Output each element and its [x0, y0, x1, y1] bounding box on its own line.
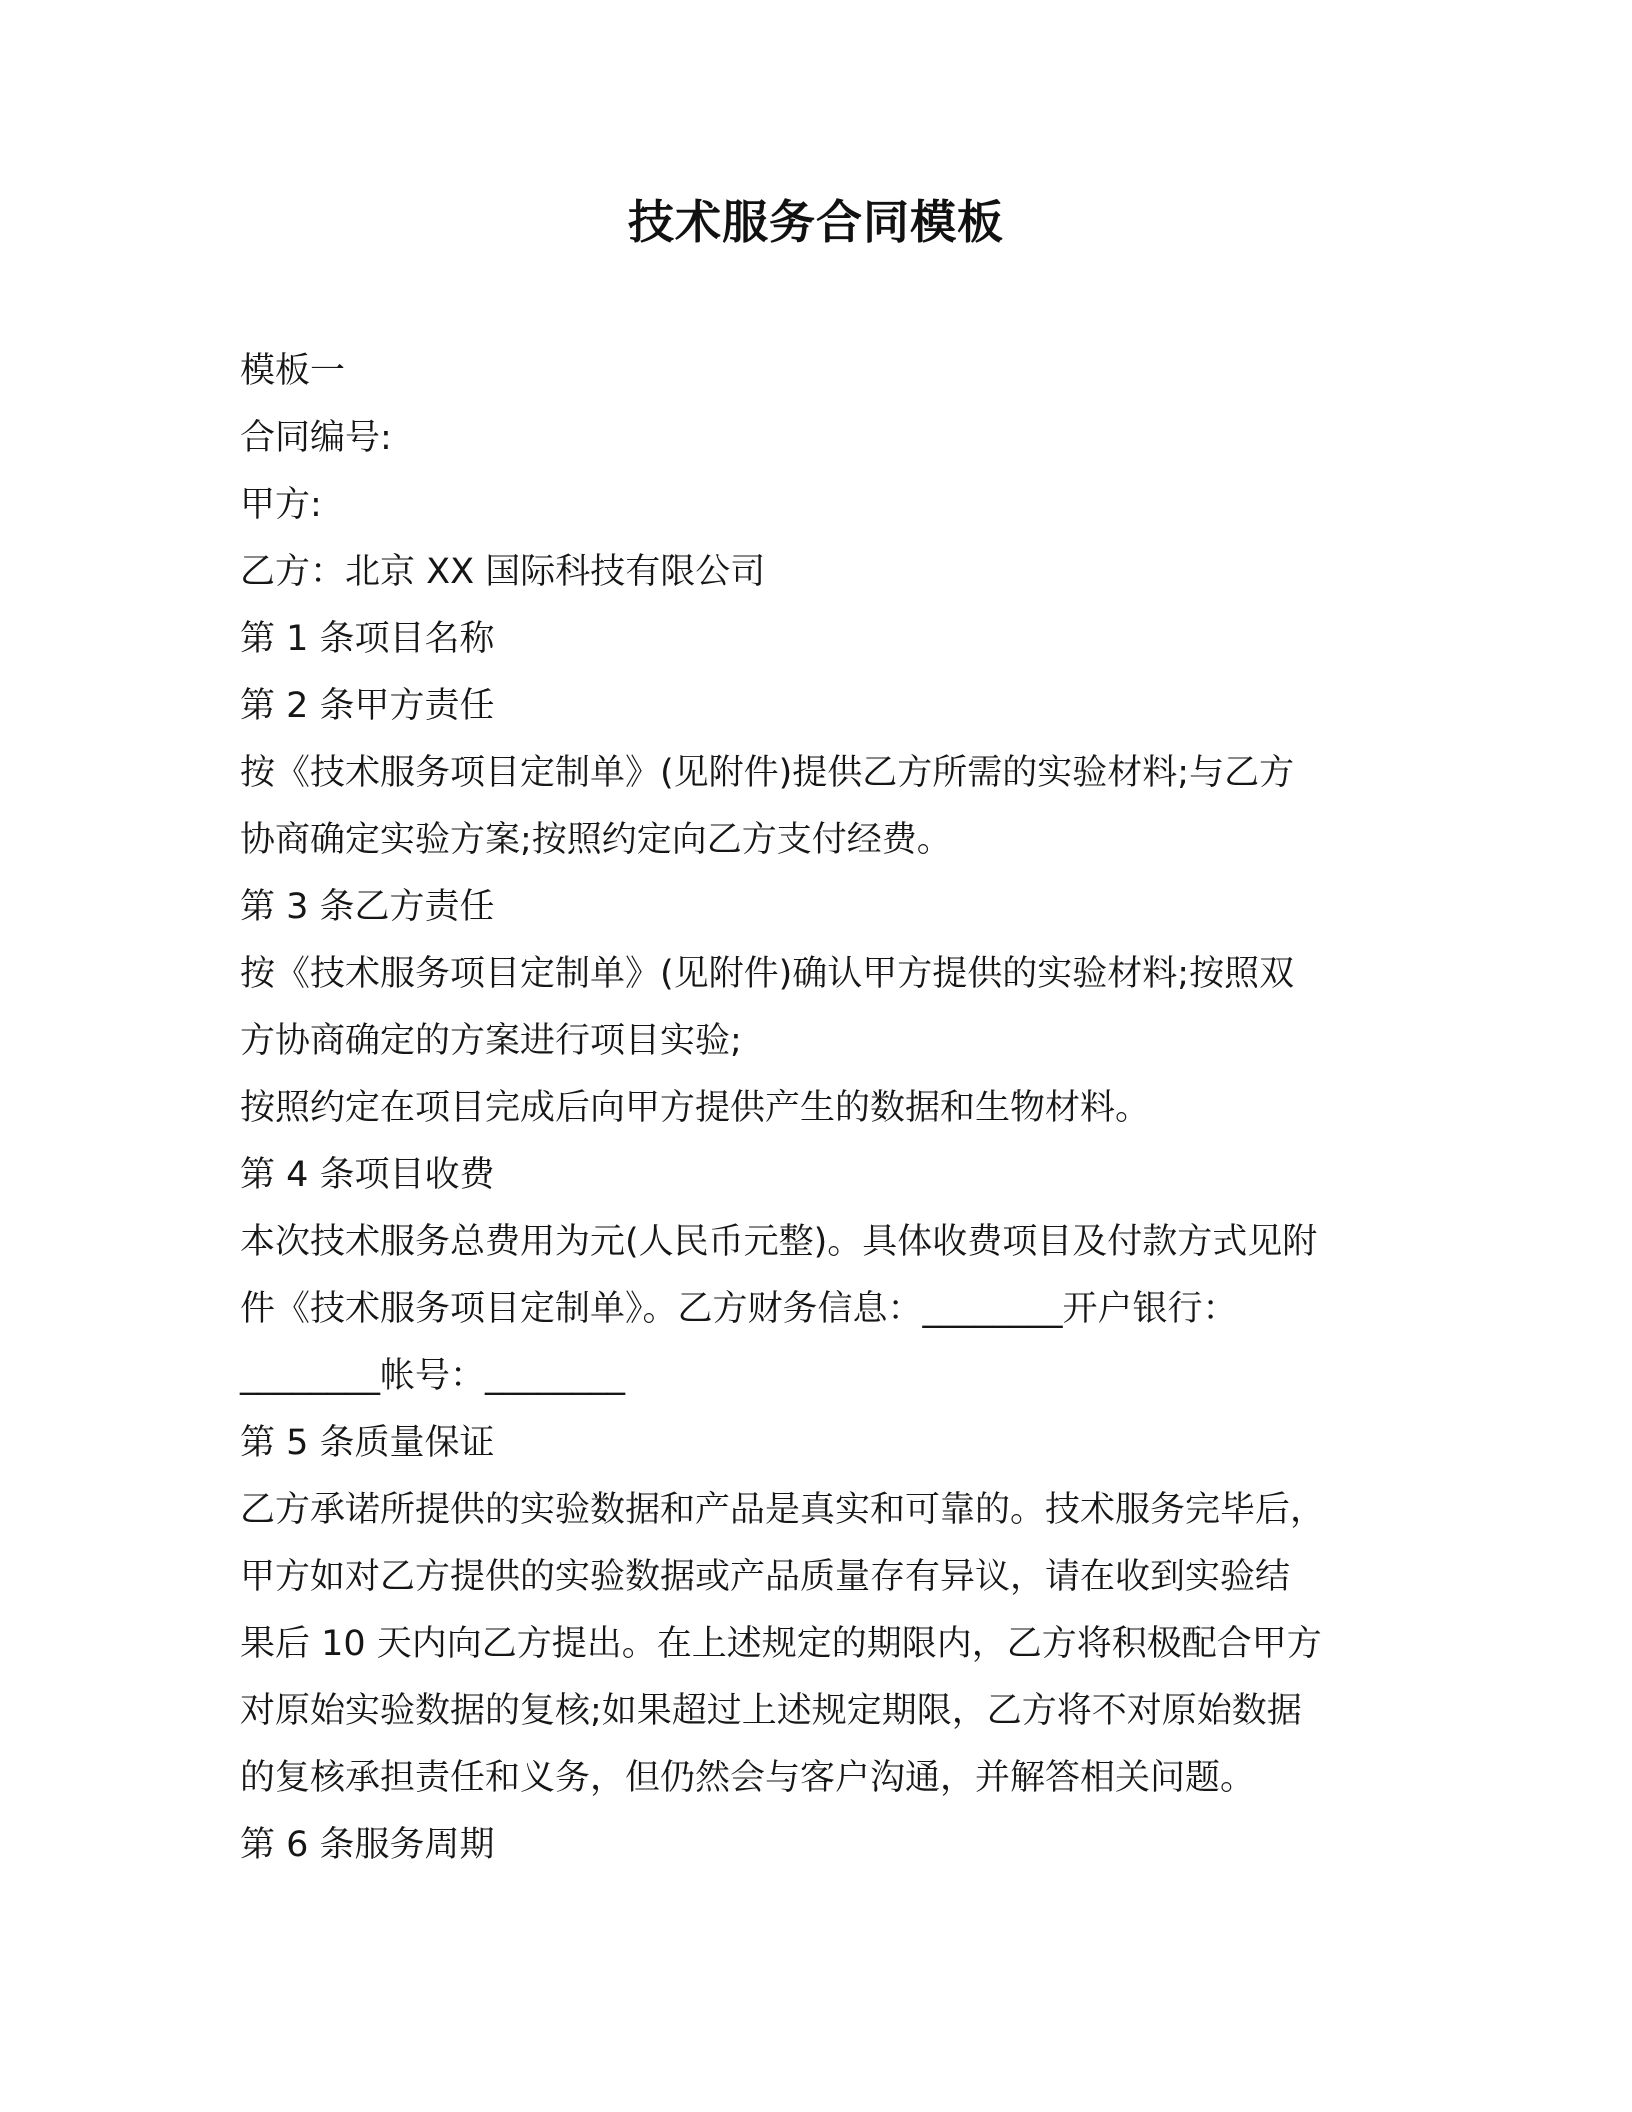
article-5-text-line-4: 对原始实验数据的复核;如果超过上述规定期限，乙方将不对原始数据: [240, 1691, 1302, 1731]
article-1-heading: 第 1 条项目名称: [240, 619, 495, 659]
contract-number-field: 合同编号:: [240, 418, 392, 458]
article-4-text-line-3: ________帐号：________: [240, 1356, 626, 1396]
article-5-text-line-1: 乙方承诺所提供的实验数据和产品是真实和可靠的。技术服务完毕后，: [240, 1490, 1326, 1530]
article-2-text-line-1: 按《技术服务项目定制单》(见附件)提供乙方所需的实验材料;与乙方: [240, 753, 1295, 793]
article-4-text-line-1: 本次技术服务总费用为元(人民币元整)。具体收费项目及付款方式见附: [240, 1222, 1318, 1262]
article-4-heading: 第 4 条项目收费: [240, 1155, 495, 1195]
template-label: 模板一: [240, 351, 346, 391]
article-3-text-line-3: 按照约定在项目完成后向甲方提供产生的数据和生物材料。: [240, 1088, 1151, 1128]
document-body: [240, 338, 1400, 1879]
article-2-text-line-2: 协商确定实验方案;按照约定向乙方支付经费。: [240, 820, 952, 860]
document-title: 技术服务合同模板: [628, 195, 1004, 249]
article-3-heading: 第 3 条乙方责任: [240, 887, 495, 927]
article-2-heading: 第 2 条甲方责任: [240, 686, 495, 726]
article-3-text-line-1: 按《技术服务项目定制单》(见附件)确认甲方提供的实验材料;按照双: [240, 954, 1295, 994]
article-5-text-line-5: 的复核承担责任和义务，但仍然会与客户沟通，并解答相关问题。: [240, 1758, 1256, 1798]
article-3-text-line-2: 方协商确定的方案进行项目实验;: [240, 1021, 742, 1061]
article-5-text-line-2: 甲方如对乙方提供的实验数据或产品质量存有异议，请在收到实验结: [240, 1557, 1291, 1597]
party-a-field: 甲方:: [240, 485, 322, 525]
article-6-heading: 第 6 条服务周期: [240, 1825, 495, 1865]
article-5-text-line-3: 果后 10 天内向乙方提出。在上述规定的期限内，乙方将积极配合甲方: [240, 1624, 1322, 1664]
article-4-text-line-2: 件《技术服务项目定制单》。乙方财务信息：________开户银行：: [240, 1289, 1238, 1329]
party-b-field: 乙方：北京 XX 国际科技有限公司: [240, 552, 766, 592]
article-5-heading: 第 5 条质量保证: [240, 1423, 495, 1463]
